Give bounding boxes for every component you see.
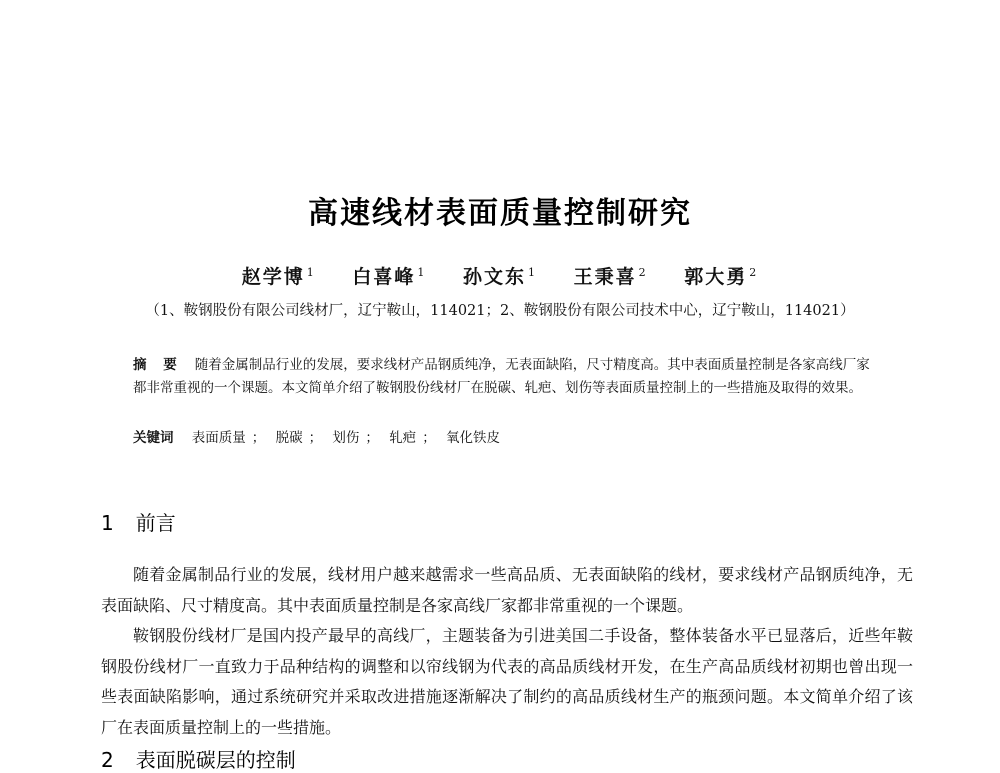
paragraph: 鞍钢股份线材厂是国内投产最早的高线厂，主题装备为引进美国二手设备，整体装备水平已显落后，近些年鞍钢股份线材厂一直致力于品种结构的调整和以帘线钢为代表的高品质线材开发，在生产高品质线材初期也曾出现一些表面缺陷影响，通过系统研究并采取改进措施逐渐解决了制约的高品质线材生产的瓶颈问题。本文简单介绍了该厂在表面质量控制上的一些措施。 bbox=[101, 626, 913, 737]
keywords-label: 关键词 bbox=[133, 430, 174, 446]
author: 王秉喜 $^2$ bbox=[573, 265, 648, 288]
abstract-label: 摘 要 bbox=[133, 357, 183, 373]
author: 孙文东 $^1$ bbox=[462, 265, 537, 288]
abstract bbox=[133, 354, 878, 399]
keyword: 划伤 bbox=[332, 430, 360, 446]
keyword: 脱碳 bbox=[275, 430, 303, 446]
abstract-text: 随着金属制品行业的发展，要求线材产品钢质纯净，无表面缺陷，尺寸精度高。其中表面质量控制是各家高线厂家都非常重视的一个课题。本文简单介绍了鞍钢股份线材厂在脱碳、轧疤、划伤等表面质量控制上的一些措施及取得的效果。 bbox=[133, 357, 870, 396]
author: 郭大勇 $^2$ bbox=[684, 265, 759, 288]
author: 赵学博 $^1$ bbox=[241, 265, 316, 288]
keyword: 氧化铁皮 bbox=[445, 430, 500, 446]
section-title: 表面脱碳层的控制 bbox=[135, 748, 296, 772]
keyword: 轧疤 bbox=[389, 430, 417, 446]
section-heading bbox=[101, 507, 176, 536]
keyword: 表面质量 bbox=[191, 430, 246, 446]
section-body bbox=[101, 560, 913, 743]
paper-title: 高速线材表面质量控制研究 bbox=[308, 196, 692, 231]
paragraph: 随着金属制品行业的发展，线材用户越来越需求一些高品质、无表面缺陷的线材，要求线材产品钢质纯净，无表面缺陷、尺寸精度高。其中表面质量控制是各家高线厂家都非常重视的一个课题。 bbox=[101, 565, 913, 615]
keywords: 关键词 表面质量 ； 脱碳 ； 划伤 ； 轧疤 ； 氧化铁皮 bbox=[133, 430, 500, 446]
section-number: 1 bbox=[101, 511, 114, 535]
section-number: 2 bbox=[101, 748, 114, 772]
author-list bbox=[0, 262, 1000, 289]
affiliation: （1、鞍钢股份有限公司线材厂，辽宁鞍山，114021；2、鞍钢股份有限公司技术中心，辽宁鞍山，114021） bbox=[145, 303, 855, 319]
author: 白喜峰 $^1$ bbox=[352, 265, 427, 288]
section-title: 前言 bbox=[135, 511, 176, 535]
